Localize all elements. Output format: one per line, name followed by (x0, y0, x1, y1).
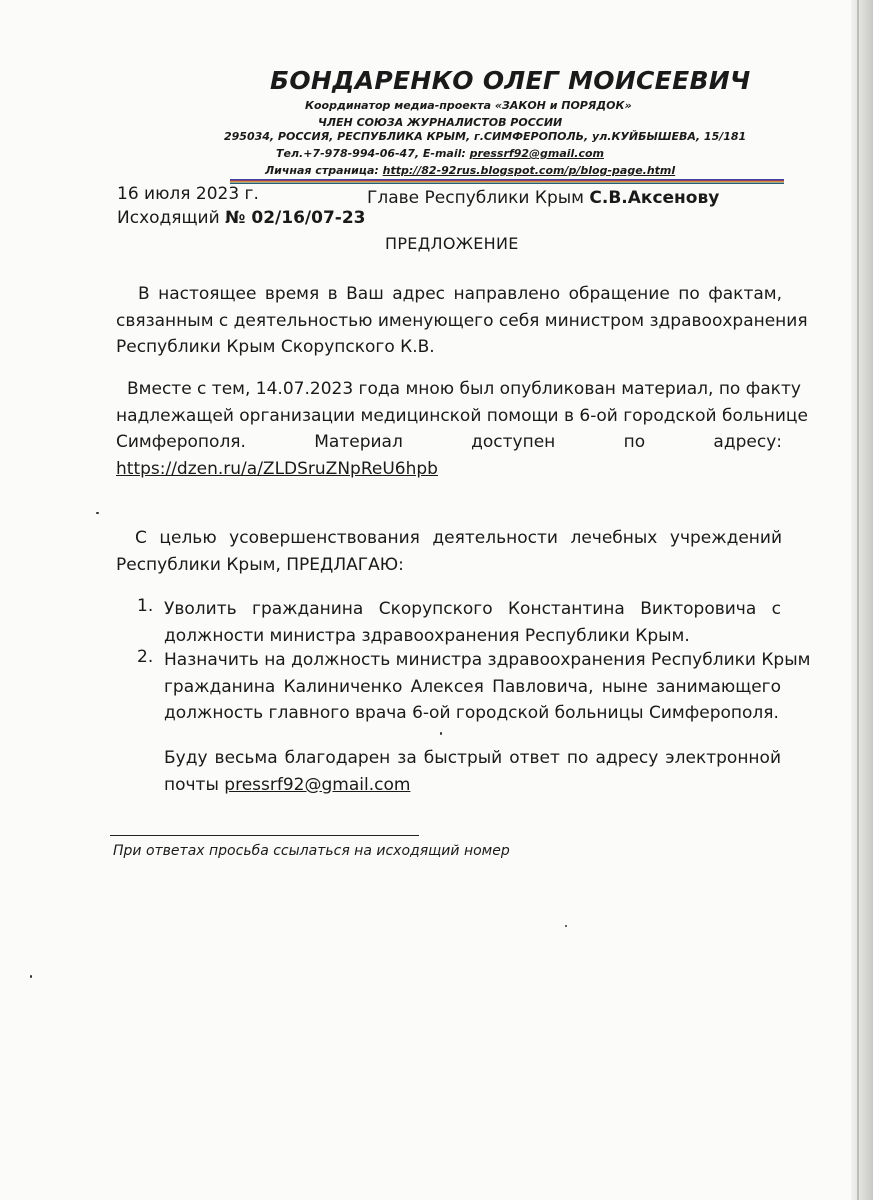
paragraph-1-line: связанным с деятельностью именующего себя министром здравоохранения (116, 310, 808, 331)
paragraph-1 (116, 281, 808, 361)
list-item-2 (164, 647, 811, 727)
list-item-line: должность главного врача 6-ой городской больницы Симферополя. (164, 703, 779, 723)
paragraph-2-line: Вместе с тем, 14.07.2023 года мною был опубликован материал, по факту (127, 379, 801, 399)
list-item-line: Уволить гражданина Скорупского Константина Викторовича с (164, 599, 781, 619)
paragraph-1-line: В настоящее время в Ваш адрес направлено обращение по фактам, (138, 284, 782, 304)
list-number: 2. (137, 647, 154, 667)
paragraph-1-line: Республики Крым Скорупского К.В. (116, 337, 435, 357)
addressee-label: Главе Республики Крым (367, 188, 590, 208)
closing-line: Буду весьма благодарен за быстрый ответ по адресу электронной (164, 748, 781, 768)
header-page-link[interactable]: http://82-92rus.blogspot.com/p/blog-page.html (382, 164, 676, 177)
phone-label: Тел.+7-978-994-06-47, E-mail: (276, 147, 470, 160)
letter-date: 16 июля 2023 г. (117, 184, 259, 204)
outgoing-label: Исходящий (117, 208, 226, 228)
scan-paper-edge (851, 0, 873, 1200)
letterhead-divider (230, 179, 784, 184)
scan-speck (565, 925, 567, 927)
paragraph-3-line: Республики Крым, ПРЕДЛАГАЮ: (116, 554, 404, 575)
author-membership: ЧЛЕН СОЮЗА ЖУРНАЛИСТОВ РОССИИ (318, 116, 563, 129)
paragraph-3-line: С целью усовершенствования деятельности лечебных учреждений (135, 528, 782, 548)
closing-paragraph (164, 745, 781, 798)
paragraph-3 (116, 525, 782, 578)
list-number: 1. (137, 596, 154, 616)
list-item-1 (164, 596, 781, 649)
scan-speck (96, 512, 99, 514)
footnote-divider (110, 835, 419, 836)
scan-edge-shadow (857, 0, 859, 1200)
author-contacts (276, 147, 604, 160)
outgoing-number (117, 208, 366, 228)
paragraph-2-line: надлежащей организации медицинской помощи в 6-ой городской больнице (116, 405, 808, 426)
addressee-name: С.В.Аксенову (589, 188, 720, 208)
paragraph-2-line: Симферополя. Материал доступен по адресу: (116, 432, 782, 452)
footnote: При ответах просьба ссылаться на исходящий номер (113, 843, 510, 859)
author-page (265, 164, 675, 177)
author-role: Координатор медиа-проекта «ЗАКОН и ПОРЯДОК» (305, 99, 632, 112)
addressee (367, 188, 719, 208)
scan-speck (440, 732, 442, 735)
paragraph-2 (116, 376, 808, 482)
closing-label: почты (164, 774, 225, 795)
list-item-line: гражданина Калиниченко Алексея Павловича, ныне занимающего (164, 676, 781, 697)
scan-speck (30, 975, 32, 978)
document-title: ПРЕДЛОЖЕНИЕ (385, 234, 519, 253)
author-address: 295034, РОССИЯ, РЕСПУБЛИКА КРЫМ, г.СИМФЕРОПОЛЬ, ул.КУЙБЫШЕВА, 15/181 (224, 130, 747, 143)
author-name: БОНДАРЕНКО ОЛЕГ МОИСЕЕВИЧ (270, 66, 751, 95)
outgoing-number-value: № 02/16/07-23 (225, 208, 366, 228)
list-item-line: Назначить на должность министра здравоохранения Республики Крым (164, 650, 811, 670)
article-link[interactable]: https://dzen.ru/a/ZLDSruZNpReU6hpb (116, 458, 438, 479)
header-email-link[interactable]: pressrf92@gmail.com (469, 147, 605, 160)
closing-email-link[interactable]: pressrf92@gmail.com (224, 774, 411, 795)
list-item-line: должности министра здравоохранения Республики Крым. (164, 625, 690, 646)
page-label: Личная страница: (265, 164, 383, 177)
